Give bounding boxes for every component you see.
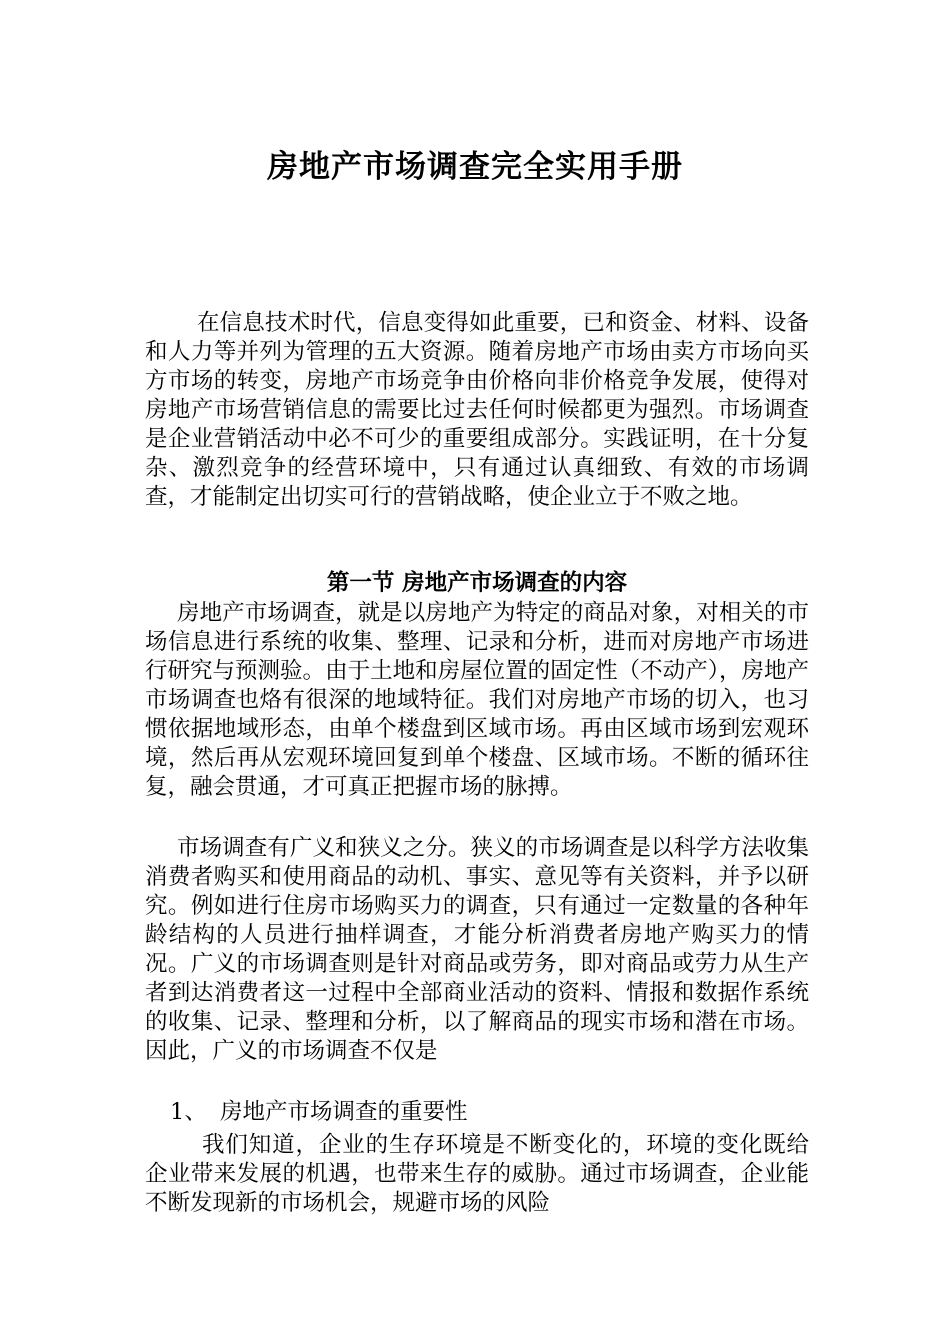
intro-paragraph: 在信息技术时代，信息变得如此重要，已和资金、材料、设备和人力等并列为管理的五大资源。随着房地产市场由卖方市场向买方市场的转变，房地产市场竞争由价格向非价格竞争发展，使得对房地产市场营销信息的需要比过去任何时候都更为强烈。市场调查是企业营销活动中必不可少的重要组成部分。实践证明，在十分复杂、激烈竞争的经营环境中，只有通过认真细致、有效的市场调查，才能制定出切实可行的营销战略，使企业立于不败之地。 [145, 310, 809, 510]
list-item-number: 1、 [170, 1099, 207, 1125]
list-item [170, 1098, 468, 1127]
closing-paragraph: 我们知道，企业的生存环境是不断变化的，环境的变化既给企业带来发展的机遇，也带来生存的威胁。通过市场调查，企业能不断发现新的市场机会，规避市场的风险 [145, 1132, 809, 1216]
section-paragraph-2: 市场调查有广义和狭义之分。狭义的市场调查是以科学方法收集消费者购买和使用商品的动机、事实、意见等有关资料，并予以研究。例如进行住房市场购买力的调查，只有通过一定数量的各种年龄结构的人员进行抽样调查，才能分析消费者房地产购买力的情况。广义的市场调查则是针对商品或劳务，即对商品或劳力从生产者到达消费者这一过程中全部商业活动的资料、情报和数据作系统的收集、记录、整理和分析，以了解商品的现实市场和潜在市场。因此，广义的市场调查不仅是 [145, 835, 809, 1064]
list-item-label: 房地产市场调查的重要性 [220, 1099, 468, 1125]
document-title: 房地产市场调查完全实用手册 [267, 149, 683, 185]
section-heading: 第一节 房地产市场调查的内容 [326, 570, 628, 596]
section-paragraph-1: 房地产市场调查，就是以房地产为特定的商品对象，对相关的市场信息进行系统的收集、整理、记录和分析，进而对房地产市场进行研究与预测验。由于土地和房屋位置的固定性（不动产），房地产市场调查也烙有很深的地域特征。我们对房地产市场的切入，也习惯依据地域形态，由单个楼盘到区域市场。再由区域市场到宏观环境，然后再从宏观环境回复到单个楼盘、区域市场。不断的循环往复，融会贯通，才可真正把握市场的脉搏。 [145, 600, 809, 800]
